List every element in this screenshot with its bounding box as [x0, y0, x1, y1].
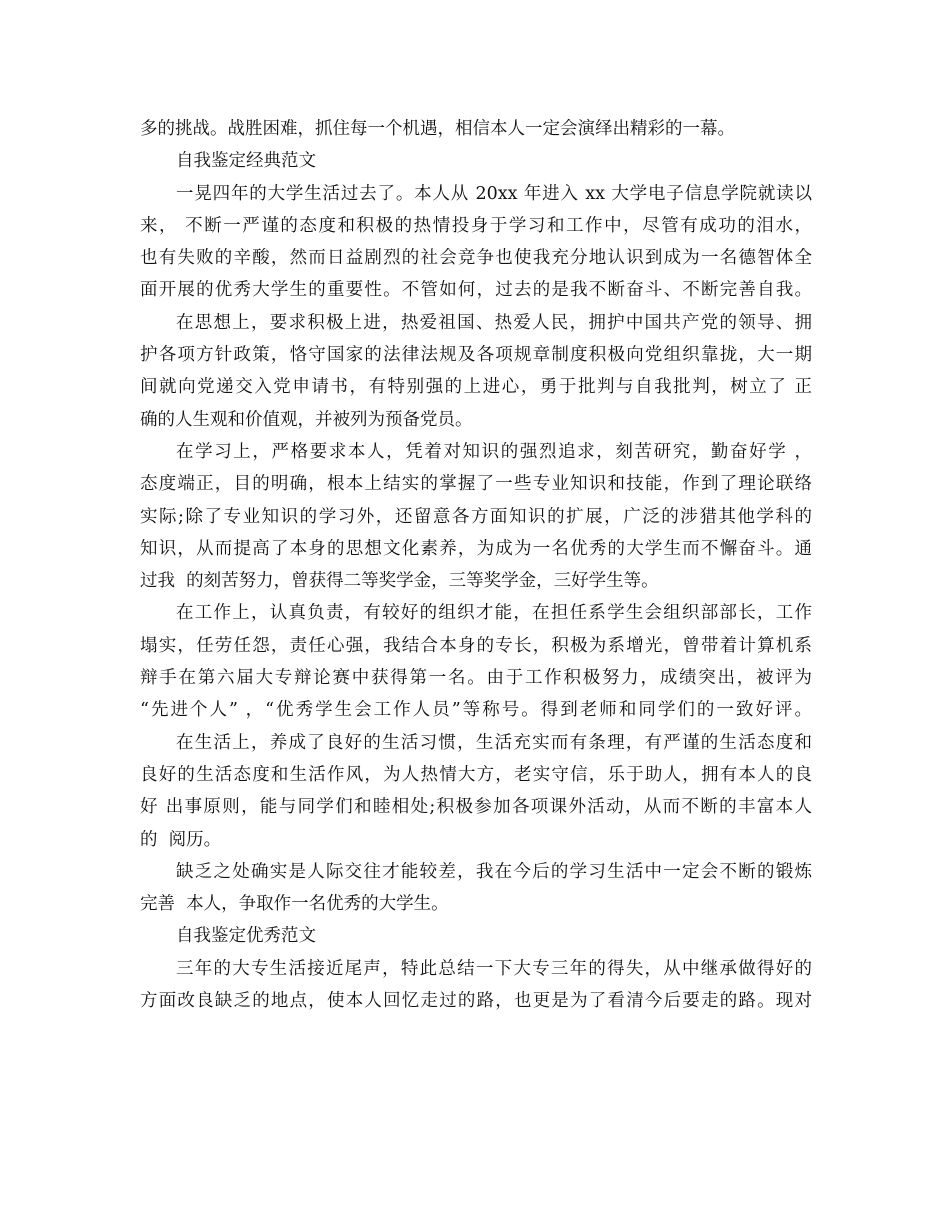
text-line: 自我鉴定优秀范文 — [176, 926, 316, 947]
text-line: 好 出事原则，能与同学们和睦相处;积极参加各项课外活动，从而不断的丰富本人 — [140, 797, 812, 818]
text-line: 缺乏之处确实是人际交往才能较差，我在今后的学习生活中一定会不断的锻炼 — [176, 861, 812, 882]
text-line: 护各项方针政策，恪守国家的法律法规及各项规章制度积极向党组织靠拢，大一期 — [140, 345, 812, 366]
text-line: 一晃四年的大学生活过去了。本人从 20xx 年进入 xx 大学电子信息学院就读以 — [176, 183, 812, 204]
text-line: “先进个人” ，“优秀学生会工作人员”等称号。得到老师和同学们的一致好评。 — [140, 700, 812, 721]
text-line: 面开展的优秀大学生的重要性。不管如何，过去的是我不断奋斗、不断完善自我。 — [140, 280, 812, 301]
text-line: 过我 的刻苦努力，曾获得二等奖学金，三等奖学金，三好学生等。 — [140, 571, 659, 592]
text-line: 的 阅历。 — [140, 829, 222, 850]
text-line: 完善 本人，争取作一名优秀的大学生。 — [140, 894, 449, 915]
text-line: 在学习上，严格要求本人，凭着对知识的强烈追求，刻苦研究，勤奋好学 ， — [176, 441, 812, 462]
text-line: 间就向党递交入党申请书，有特别强的上进心，勇于批判与自我批判，树立了 正 — [140, 377, 812, 398]
text-line: 确的人生观和价值观，并被列为预备党员。 — [140, 409, 473, 430]
text-line: 也有失败的辛酸，然而日益剧烈的社会竞争也使我充分地认识到成为一名德智体全 — [140, 248, 812, 269]
text-line: 来， 不断一严谨的态度和积极的热情投身于学习和工作中，尽管有成功的泪水， — [140, 215, 812, 236]
text-line: 三年的大专生活接近尾声，特此总结一下大专三年的得失，从中继承做得好的 — [176, 958, 812, 979]
text-line: 在工作上，认真负责，有较好的组织才能，在担任系学生会组织部部长，工作 — [176, 603, 812, 624]
text-line: 态度端正，目的明确，根本上结实的掌握了一些专业知识和技能，作到了理论联络 — [140, 474, 812, 495]
text-line: 实际;除了专业知识的学习外，还留意各方面知识的扩展，广泛的涉猎其他学科的 — [140, 506, 812, 527]
text-line: 在思想上，要求积极上进，热爱祖国、热爱人民，拥护中国共产党的领导、拥 — [176, 312, 812, 333]
text-line: 知识，从而提高了本身的思想文化素养，为成为一名优秀的大学生而不懈奋斗。通 — [140, 538, 812, 559]
text-line: 在生活上，养成了良好的生活习惯，生活充实而有条理，有严谨的生活态度和 — [176, 732, 812, 753]
document-body — [140, 113, 812, 1017]
text-line: 辩手在第六届大专辩论赛中获得第一名。由于工作积极努力，成绩突出，被评为 — [140, 668, 812, 689]
text-line: 塌实，任劳任怨，责任心强，我结合本身的专长，积极为系增光，曾带着计算机系 — [140, 635, 812, 656]
text-line: 多的挑战。战胜困难，抓住每一个机遇，相信本人一定会演绎出精彩的一幕。 — [140, 119, 735, 139]
text-line: 方面改良缺乏的地点，使本人回忆走过的路，也更是为了看清今后要走的路。现对 — [140, 991, 812, 1012]
text-line: 自我鉴定经典范文 — [176, 151, 316, 172]
text-line: 良好的生活态度和生活作风，为人热情大方，老实守信，乐于助人，拥有本人的良 — [140, 764, 812, 785]
